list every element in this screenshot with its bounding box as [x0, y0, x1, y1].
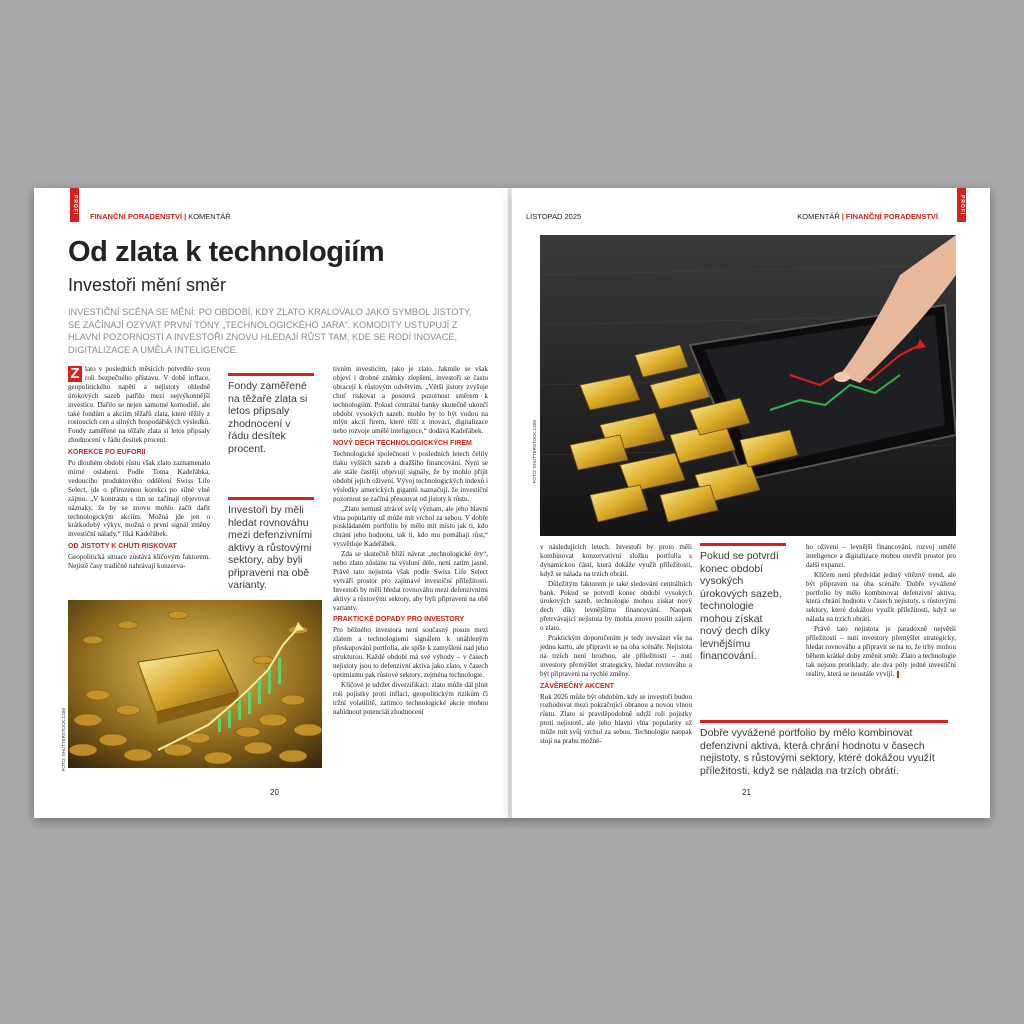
gold-bars-tablet-illustration [540, 235, 956, 536]
pull-quote: Fondy zaměřené na těžaře zlata si letos připsaly zhodnocení v řádu desítek procent. [228, 373, 314, 455]
intro-text: lato v posledních měsících potvrdilo svou roli bezpečného přístavu. V době inflace, geopolitického napětí a nejistoty ohledně úrokových sazeb patřilo mezi nejvýkonnější investice. Dařilo se nejen samotné komoditě, ale také fondům a akciím těžařů zlata, které těžily z rostoucích cen a silných hospodářských výsledků. Fondy zaměřené na těžaře zlata si letos připsaly zhodnocení v řádu desítek procent. [68, 365, 210, 445]
gold-coins-photo [68, 600, 322, 768]
drop-cap: Z [68, 366, 82, 382]
photo-credit: FOTO: SHUTTERSTOCK.COM [532, 420, 537, 484]
section-label: FINANČNÍ PORADENSTVÍ [90, 212, 183, 221]
running-header [90, 212, 231, 221]
body-paragraph: ho oživení – levnější financování, rozvoj umělé inteligence a digitalizace mohou otevřít prostor pro další expanzi. [806, 543, 956, 569]
running-header [797, 212, 938, 221]
intro-paragraph [68, 365, 210, 445]
body-paragraph: Klíčem není předvídat jediný vítězný trend, ale být připraven na oba scénáře. Dobře vyvážené portfolio by mělo kombinovat defenzivní aktiva, která chrání hodnotu v časech nejistoty, s růstovými sektory, které dokážou využít příležitosti, když se nálada na trzích obrátí. [806, 570, 956, 624]
body-paragraph: Zda se skutečně blíží návrat „technologické éry“, nebo zlato zůstane na výsluní déle, není zatím jasné. Právě tato nejistota však podle Swiss Life Select vytváří prostor pro zajímavé investiční příležitosti. Investoři by měli hledat rovnováhu mezi defenzivními aktivy a růstovými sektory, aby byli připraveni na obě varianty. [333, 550, 488, 612]
subheading: KOREKCE PO EUFORII [68, 449, 146, 457]
body-paragraph: Technologické společnosti v posledních letech čelily tlaku vyšších sazeb a dražšího financování. Nyní se ale stále častěji objevují signály, že by mohlo přijít období jejich oživení. Vývoj technologických indexů i výsledky amerických gigantů naznačují, že investiční pozornost se začíná přesouvat od jistoty k růstu. [333, 450, 488, 503]
body-paragraph: tivním investicím, jako je zlato. Jakmile se však objeví i drobné známky zlepšení, investoři se často obracejí k růstovým odvětvím. „Větší jistoty zvyšuje chuť riskovat a posouvá pozornost směrem k technologiím. Pokud centrální banky skutečně ukončí období vysokých sazeb, mohlo by to být vodou na mlýn akcií firem, které těží z inovací, digitalizace nebo rozvoje umělé inteligence,“ dodává Kadeřábek. [333, 365, 488, 436]
column-1 [68, 365, 210, 572]
body-paragraph: v následujících letech. Investoři by proto měli kombinovat konzervativní složku portfolia s dynamickou částí, která dokáže využít příležitosti, když se nálada na trzích obrátí. [540, 543, 692, 578]
gold-bar-growth-illustration [68, 600, 322, 768]
body-paragraph [806, 625, 956, 678]
body-paragraph: Rok 2026 může být obdobím, kdy se investoři budou rozhodovat mezi pokračující obranou a novou vlnou růstu. Zlato si pravděpodobně udrží roli pojistky proti nejistotě, ale jeho hlavní vlna popularity už může mít svůj vrchol za sebou. Technologie naopak stojí na prahu možné- [540, 692, 692, 746]
body-paragraph: Geopolitická situace zůstává klíčovým faktorem. Nejistě časy tradičně nahrávají konzerva- [68, 553, 210, 571]
category-label: KOMENTÁŘ [797, 212, 840, 221]
body-paragraph: Po dlouhém období růstu však zlato zaznamenalo mírné oslabení. Podle Toma Kadeřábka, vedoucího produktového oddělení Swiss Life Select, jde o přirozenou korekci po silné vlně zájmu. „V kontrastu s tím se začínají objevovat náznaky, že by se znovu mohlo začít dařit technologickým akciím. Možná jde jen o krátkodobý výkyv, možná o první signál změny investiční nálady,“ říká Kadeřábek. [68, 459, 210, 539]
body-paragraph: „Zlato nemusí ztrácet svůj význam, ale jeho hlavní vlna popularity už může mít vrchol za sebou. V dobře poskládaném portfoliu by mělo mít místo jak ti, kdo chrání jeho hodnotu, tak ti, kdo mu pomáhají růst,“ vysvětluje Kadeřábek. [333, 504, 488, 549]
article-title: Od zlata k technologiím [68, 236, 385, 268]
gold-bars-tablet-photo [540, 235, 956, 536]
body-paragraph: Důležitým faktorem je také sledování centrálních bank. Pokud se potvrdí konec období vysokých úrokových sazeb, technologie mohou získat nový dech díky levnějšímu financování. Naopak přetrvávající nejistota by mohla znovu posílit zájem o zlato. [540, 579, 692, 633]
body-paragraph: Klíčové je udržet diverzifikaci: zlato může dál plnit roli pojistky proti inflaci, geopolitickým rizikům či tržní volatilitě, zatímco technologické akcie mohou nabídnout potenciál zhodnocení [333, 680, 488, 716]
body-paragraph: Pro běžného investora není současný posun mezi zlatem a technologiemi signálem k unáhleným přeskupování portfolia, ale spíše k zamyšlení nad jeho strukturou. Každé období má své výhody – v časech nejistoty jsou to defenzivní aktiva jako zlato, v časech optimismu pak růstové sektory, zejména technologie. [333, 626, 488, 679]
article-lead: INVESTIČNÍ SCÉNA SE MĚNÍ: PO OBDOBÍ, KDY ZLATO KRALOVALO JAKO SYMBOL JISTOTY, SE ZAČÍNAJÍ OZÝVAT PRVNÍ TÓNY „TECHNOLOGICKÉHO JARA“. KOMODITY USTUPUJÍ Z HLAVNÍ POZORNOSTI A INVESTOŘI ZNOVU HLEDAJÍ RŮST TAM, KDE SE RODÍ INOVACE, DIGITALIZACE A UMĚLÁ INTELIGENCE. [68, 307, 472, 355]
subheading: OD JISTOTY K CHUTI RISKOVAT [68, 543, 177, 551]
page-number: 20 [270, 788, 279, 797]
closing-text: Právě tato nejistota je paradoxně největší příležitostí – nutí investory přemýšlet strategicky, hledat rovnováhu a připravit se na to, že trhy mohou během krátké doby změnit směr. Zlato a technologie tak nejsou protiklady, ale dva póly jedné investiční reality, která se neustále vyvíjí. [806, 625, 956, 678]
header-separator: | [184, 212, 187, 221]
column-3 [806, 543, 956, 680]
subheading: NOVÝ DECH TECHNOLOGICKÝCH FIREM [333, 440, 472, 448]
pull-quote: Pokud se potvrdí konec období vysokých úrokových sazeb, technologie mohou získat nový dech díky levnějšímu financování. [700, 543, 786, 663]
section-tab: PROFI [70, 188, 79, 222]
section-label: FINANČNÍ PORADENSTVÍ [845, 212, 938, 221]
page-number: 21 [742, 788, 751, 797]
column-1 [540, 543, 692, 747]
body-paragraph: Praktickým doporučením je tedy nevsázet vše na jednu kartu, ale připravit se na oba scénáře. Nejistota na trzích není hrozbou, ale příležitostí – nutí investory přemýšlet strategicky, hledat rovnováhu a být připraveni na rychlé změny. [540, 634, 692, 678]
pull-quote: Investoři by měli hledat rovnováhu mezi defenzivními aktivy a růstovými sektory, aby byli připraveni na obě varianty. [228, 497, 314, 592]
column-3 [333, 365, 488, 717]
header-separator: | [841, 212, 844, 221]
category-label: KOMENTÁŘ [188, 212, 231, 221]
subheading: PRAKTICKÉ DOPADY PRO INVESTORY [333, 616, 465, 624]
subheading: ZÁVĚREČNÝ AKCENT [540, 682, 615, 690]
right-page [512, 188, 990, 818]
end-mark [897, 671, 899, 678]
left-page [34, 188, 512, 818]
pull-quote: Dobře vyvážené portfolio by mělo kombinovat defenzivní aktiva, která chrání hodnotu v časech nejistoty, s růstovými sektory, které dokážou využít příležitosti, když se nálada na trzích obrátí. [700, 720, 948, 777]
photo-credit: FOTO: SHUTTERSTOCK.COM [61, 708, 66, 772]
section-tab: PROFI [957, 188, 966, 222]
article-subtitle: Investoři mění směr [68, 275, 227, 295]
issue-date: LISTOPAD 2025 [526, 212, 582, 221]
